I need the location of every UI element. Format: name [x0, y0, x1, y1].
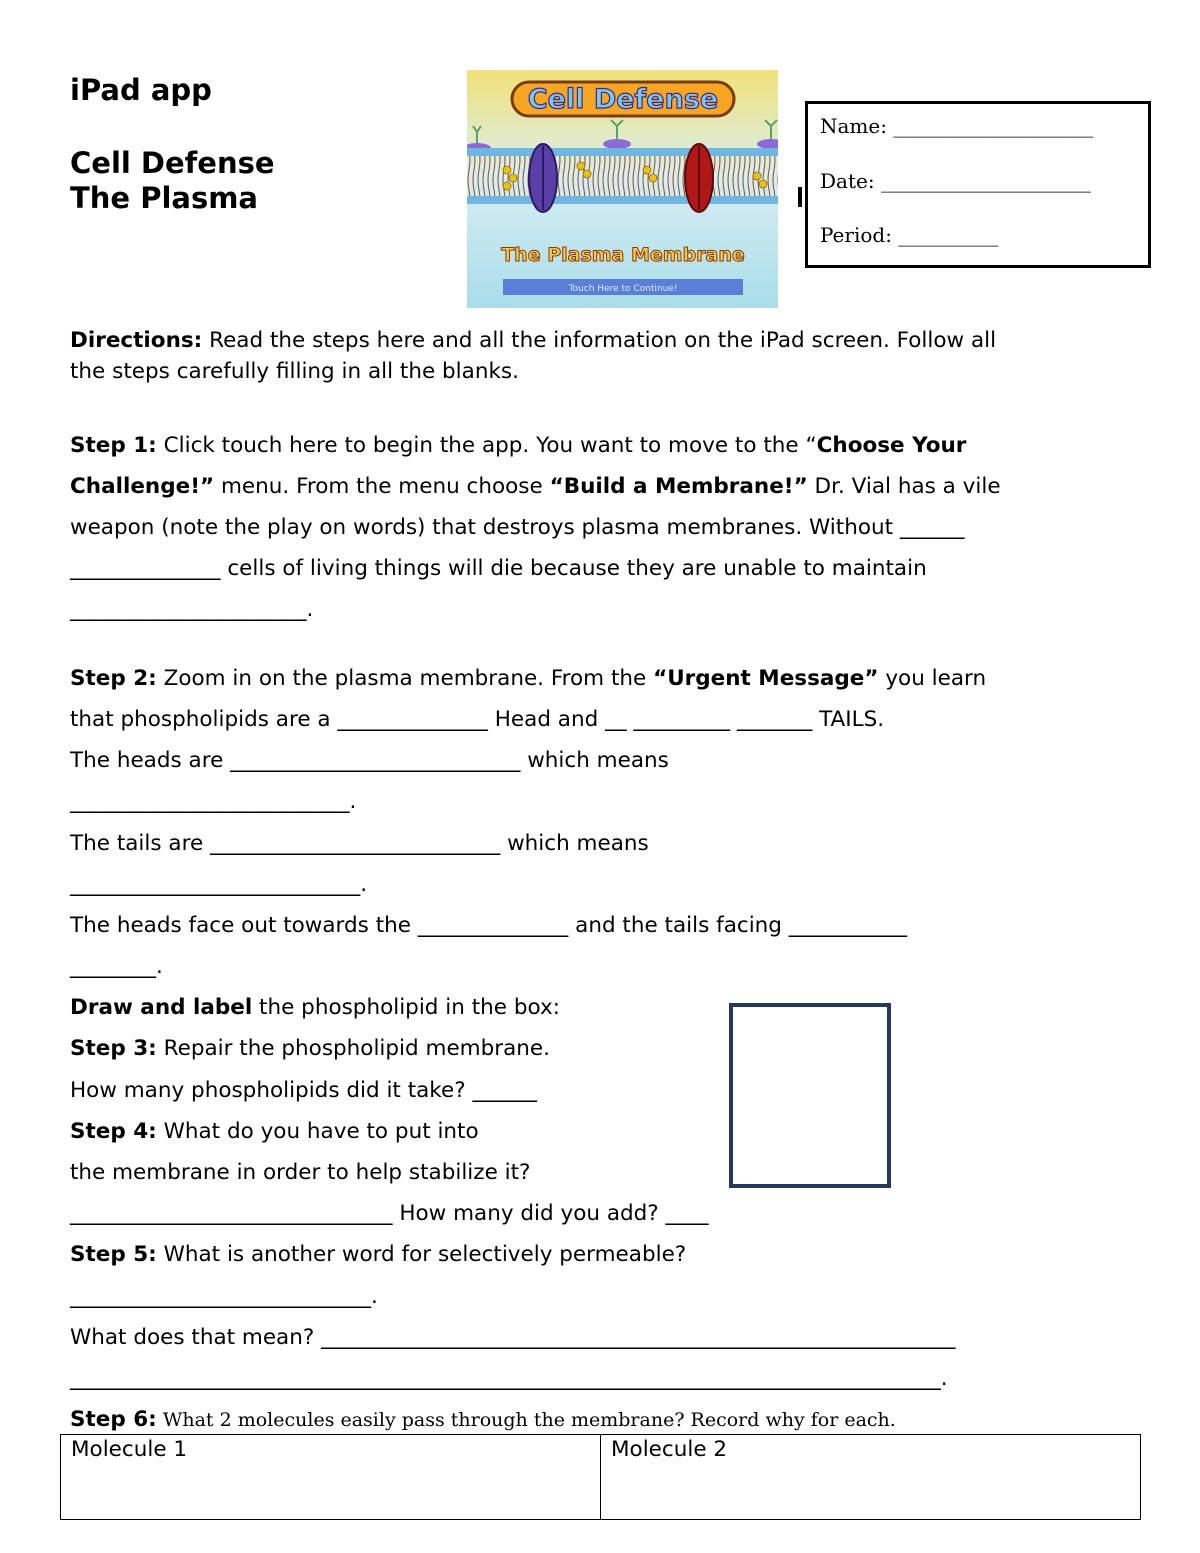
- step5-line4[interactable]: _________________________________________________________________________________.: [70, 1366, 948, 1391]
- student-info-box: [805, 101, 1151, 268]
- molecule-table: [60, 1434, 1141, 1520]
- cell-defense-splash-image: [467, 70, 778, 308]
- step2-line2[interactable]: that phospholipids are a ______________ Head and __ _________ _______ TAILS.: [70, 707, 885, 732]
- splash-subtitle: The Plasma Membrane: [501, 244, 745, 266]
- logo-text: Cell Defense: [527, 84, 719, 115]
- step2-line7[interactable]: The heads face out towards the ______________ and the tails facing ___________: [70, 913, 908, 938]
- step6-label: Step 6:: [70, 1407, 157, 1432]
- period-label: Period:: [820, 223, 892, 247]
- step3-line1: Step 3: Repair the phospholipid membrane.: [70, 1036, 550, 1061]
- page-title-line2: The Plasma: [70, 181, 259, 215]
- draw-instruction: Draw and label the phospholipid in the box:: [70, 995, 560, 1020]
- touch-to-continue-label: Touch Here to Continue!: [568, 284, 678, 294]
- period-field[interactable]: __________: [898, 223, 999, 247]
- directions-label: Directions:: [70, 328, 203, 353]
- step1-label: Step 1:: [70, 433, 157, 458]
- step5-label: Step 5:: [70, 1242, 157, 1267]
- directions-line1: Directions: Read the steps here and all the information on the iPad screen. Follow all: [70, 328, 997, 353]
- molecule-1-cell[interactable]: Molecule 1: [61, 1435, 601, 1520]
- app-label: iPad app: [70, 73, 212, 107]
- name-label: Name:: [820, 114, 887, 138]
- step2-line1: Step 2: Zoom in on the plasma membrane. From the “Urgent Message” you learn: [70, 666, 987, 691]
- step1-line5[interactable]: ______________________.: [70, 597, 314, 622]
- step2-line3[interactable]: The heads are ___________________________ which means: [70, 748, 669, 773]
- step1-line1: Step 1: Click touch here to begin the app. You want to move to the “Choose Your: [70, 433, 967, 458]
- step4-line3[interactable]: ______________________________ How many did you add? ____: [70, 1201, 709, 1226]
- molecule-2-cell[interactable]: Molecule 2: [601, 1435, 1141, 1520]
- step5-line1: Step 5: What is another word for selectively permeable?: [70, 1242, 687, 1267]
- step1-line2: Challenge!” menu. From the menu choose “Build a Membrane!” Dr. Vial has a vile: [70, 474, 1001, 499]
- step1-line3[interactable]: weapon (note the play on words) that destroys plasma membranes. Without ______: [70, 515, 965, 540]
- step3-line2[interactable]: How many phospholipids did it take? ______: [70, 1078, 537, 1103]
- date-row: [820, 169, 1091, 193]
- date-field[interactable]: _____________________: [880, 169, 1091, 193]
- step2-line8[interactable]: ________.: [70, 954, 163, 979]
- step6-line: Step 6: What 2 molecules easily pass through the membrane? Record why for each.: [70, 1407, 896, 1432]
- period-row: [820, 223, 998, 247]
- step2-label: Step 2:: [70, 666, 157, 691]
- name-row: [820, 114, 1093, 138]
- step4-line1: Step 4: What do you have to put into: [70, 1119, 479, 1144]
- step3-label: Step 3:: [70, 1036, 157, 1061]
- directions-line2: the steps carefully filling in all the blanks.: [70, 359, 519, 384]
- page-title-line1: Cell Defense: [70, 146, 275, 180]
- step5-line2[interactable]: ____________________________.: [70, 1284, 378, 1309]
- step4-label: Step 4:: [70, 1119, 157, 1144]
- date-label: Date:: [820, 169, 875, 193]
- name-field[interactable]: ____________________: [893, 114, 1094, 138]
- margin-mark: [798, 187, 802, 207]
- step2-line6[interactable]: ___________________________.: [70, 872, 368, 897]
- step2-line5[interactable]: The tails are ___________________________ which means: [70, 831, 649, 856]
- step1-line4[interactable]: ______________ cells of living things will die because they are unable to maintain: [70, 556, 927, 581]
- step2-line4[interactable]: __________________________.: [70, 789, 357, 814]
- step5-line3[interactable]: What does that mean? ___________________________________________________________: [70, 1325, 956, 1350]
- step4-line2: the membrane in order to help stabilize it?: [70, 1160, 531, 1185]
- phospholipid-drawing-box[interactable]: [729, 1003, 891, 1188]
